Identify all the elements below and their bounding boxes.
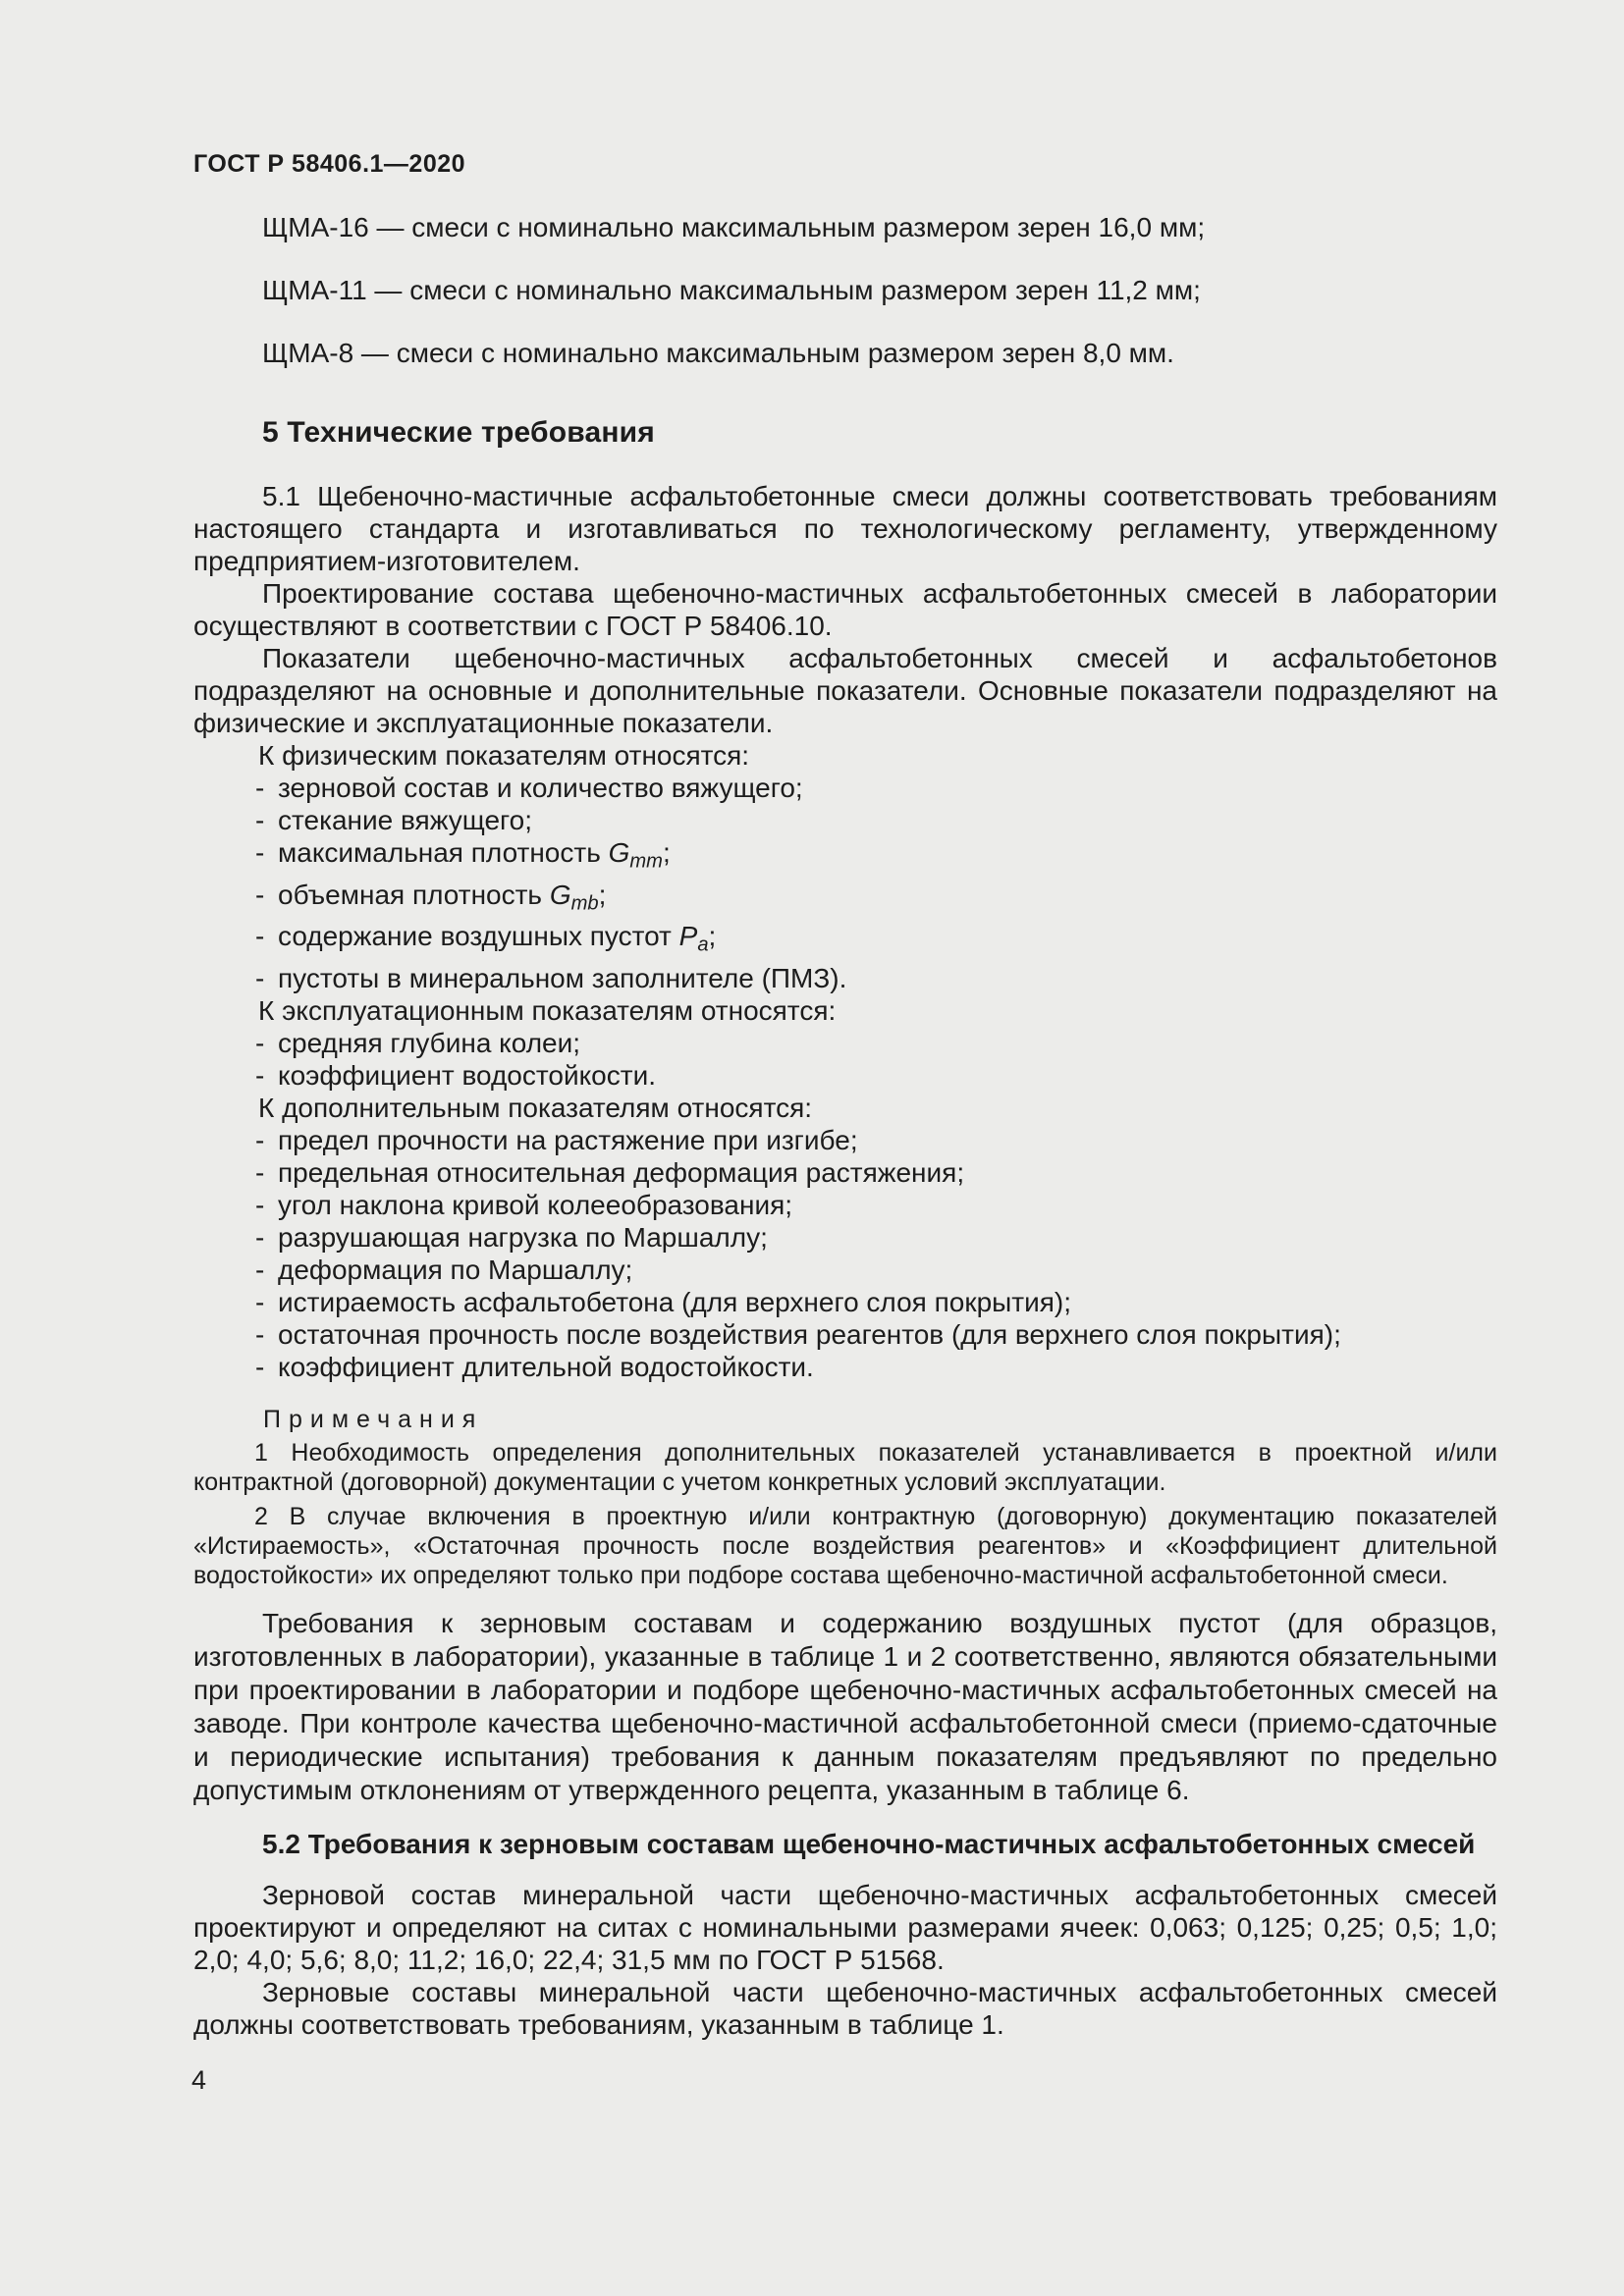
math-variable: P <box>678 921 698 952</box>
list-item-text: зерновой состав и количество вяжущего; <box>278 773 803 803</box>
math-subscript: mm <box>629 850 663 873</box>
list-dash: - <box>255 1189 265 1220</box>
list-item <box>255 1254 1497 1286</box>
list-dash: - <box>255 805 265 835</box>
paragraph-indicators: Показатели щебеночно-мастичных асфальтобетонных смесей и асфальтобетонов подразделяют на основные и дополнительные показатели. Основные показатели подразделяют на физические и эксплуатационные показатели. <box>193 643 1497 738</box>
mix-type-definitions <box>193 210 1497 371</box>
operational-indicators-lead: К эксплуатационным показателям относятся: <box>258 994 837 1026</box>
list-item <box>255 1189 1497 1221</box>
list-item-text: содержание воздушных пустот $P_a$; <box>278 921 717 956</box>
list-item-text: максимальная плотность $G_{mm}$; <box>278 837 671 873</box>
notes-label: Примечания <box>263 1405 484 1433</box>
list-item <box>255 836 1497 879</box>
list-item-text: коэффициент водостойкости. <box>278 1059 656 1091</box>
list-dash: - <box>255 773 265 803</box>
paragraph-grain-table-ref: Зерновые составы минеральной части щебеночно-мастичных асфальтобетонных смесей должны соответствовать требованиям, указанным в таблице 1. <box>193 1976 1497 2040</box>
paragraph-grain-composition: Зерновой состав минеральной части щебеночно-мастичных асфальтобетонных смесей проектируют и определяют на ситах с номинальными размерами ячеек: 0,063; 0,125; 0,25; 0,5; 1,0; 2,0; 4,0; 5,6; 8,0; 11,2; 16,0; 22,4; 31,5 мм по ГОСТ Р 51568. <box>193 1879 1497 1975</box>
list-item <box>255 1027 1497 1059</box>
section-5-body <box>193 480 1497 1383</box>
math-variable: G <box>549 879 571 910</box>
note-2: 2 В случае включения в проектную и/или контрактную (договорную) документацию показателей «Истираемость», «Остаточная прочность после воздействия реагентов» и «Коэффициент длительной водостойкости» их определяют только при подборе состава щебеночно-мастичной асфальтобетонной смеси. <box>193 1502 1497 1589</box>
list-item <box>255 804 1497 836</box>
list-item-text: стекание вяжущего; <box>278 805 532 835</box>
list-dash: - <box>255 1027 265 1058</box>
list-dash: - <box>255 1351 265 1382</box>
list-dash: - <box>255 837 265 868</box>
list-dash: - <box>255 1221 265 1253</box>
paragraph-design: Проектирование состава щебеночно-мастичных асфальтобетонных смесей в лаборатории осуществляют в соответствии с ГОСТ Р 58406.10. <box>193 578 1497 641</box>
list-item <box>255 879 1497 921</box>
list-item-text: истираемость асфальтобетона (для верхнего слоя покрытия); <box>278 1286 1071 1317</box>
list-item-text: деформация по Маршаллу; <box>278 1254 633 1285</box>
paragraph-requirements: Требования к зерновым составам и содержанию воздушных пустот (для образцов, изготовленных в лаборатории), указанные в таблице 1 и 2 соответственно, являются обязательными при проектировании в лаборатории и подборе щебеночно-мастичных асфальтобетонных смесей на заводе. При контроле качества щебеночно-мастичной асфальтобетонной смеси (приемо-сдаточные и периодические испытания) требования к данным показателям предъявляют по предельно допустимым отклонениям от утвержденного рецепта, указанным в таблице 6. <box>193 1607 1497 1805</box>
paragraph-5-1: 5.1 Щебеночно-мастичные асфальтобетонные смеси должны соответствовать требованиям настоящего стандарта и изготавливаться по технологическому регламенту, утвержденному предприятием-изготовителем. <box>193 481 1497 576</box>
list-item-text: коэффициент длительной водостойкости. <box>278 1351 814 1382</box>
section-5-2-heading: 5.2 Требования к зерновым составам щебеночно-мастичных асфальтобетонных смесей <box>262 1828 1476 1859</box>
list-item <box>255 1156 1497 1189</box>
list-dash: - <box>255 1254 265 1285</box>
list-item <box>255 1124 1497 1156</box>
mix-type-line: ЩМА-16 — смеси с номинально максимальным размером зерен 16,0 мм; <box>262 212 1206 242</box>
note-1: 1 Необходимость определения дополнительных показателей устанавливается в проектной и/или контрактной (договорной) документации с учетом конкретных условий эксплуатации. <box>193 1438 1497 1496</box>
list-item-text: средняя глубина колеи; <box>278 1027 581 1058</box>
physical-indicators-lead: К физическим показателям относятся: <box>258 740 750 771</box>
list-item-text: объемная плотность $G_{mb}$; <box>278 879 607 915</box>
list-dash: - <box>255 1059 265 1091</box>
list-dash: - <box>255 1156 265 1188</box>
list-item-text: предельная относительная деформация растяжения; <box>278 1156 965 1188</box>
math-subscript: a <box>697 934 709 956</box>
list-item <box>255 1221 1497 1254</box>
section-5-heading: 5 Технические требования <box>262 416 656 449</box>
list-dash: - <box>255 962 265 993</box>
list-item <box>255 1351 1497 1383</box>
list-item <box>255 1059 1497 1092</box>
list-item-text: разрушающая нагрузка по Маршаллу; <box>278 1221 768 1253</box>
running-header: ГОСТ Р 58406.1—2020 <box>193 150 466 178</box>
list-item-text: угол наклона кривой колееобразования; <box>278 1189 793 1220</box>
math-variable: G <box>608 837 630 868</box>
list-item <box>255 1286 1497 1318</box>
additional-indicators-lead: К дополнительным показателям относятся: <box>258 1092 813 1123</box>
mix-type-line: ЩМА-8 — смеси с номинально максимальным размером зерен 8,0 мм. <box>262 338 1174 368</box>
list-item <box>255 1318 1497 1351</box>
notes-block <box>193 1405 1497 1590</box>
list-dash: - <box>255 921 265 952</box>
list-item-text: предел прочности на растяжение при изгибе; <box>278 1124 858 1155</box>
list-item-text: пустоты в минеральном заполнителе (ПМЗ). <box>278 962 847 993</box>
list-dash: - <box>255 1286 265 1317</box>
list-item-text: остаточная прочность после воздействия реагентов (для верхнего слоя покрытия); <box>278 1318 1341 1350</box>
mix-type-line: ЩМА-11 — смеси с номинально максимальным размером зерен 11,2 мм; <box>262 275 1201 305</box>
math-subscript: mb <box>570 892 599 915</box>
list-dash: - <box>255 1124 265 1155</box>
list-item <box>255 772 1497 804</box>
list-dash: - <box>255 1318 265 1350</box>
list-item <box>255 920 1497 962</box>
list-item <box>255 962 1497 994</box>
page-number: 4 <box>191 2065 207 2095</box>
list-dash: - <box>255 879 265 910</box>
